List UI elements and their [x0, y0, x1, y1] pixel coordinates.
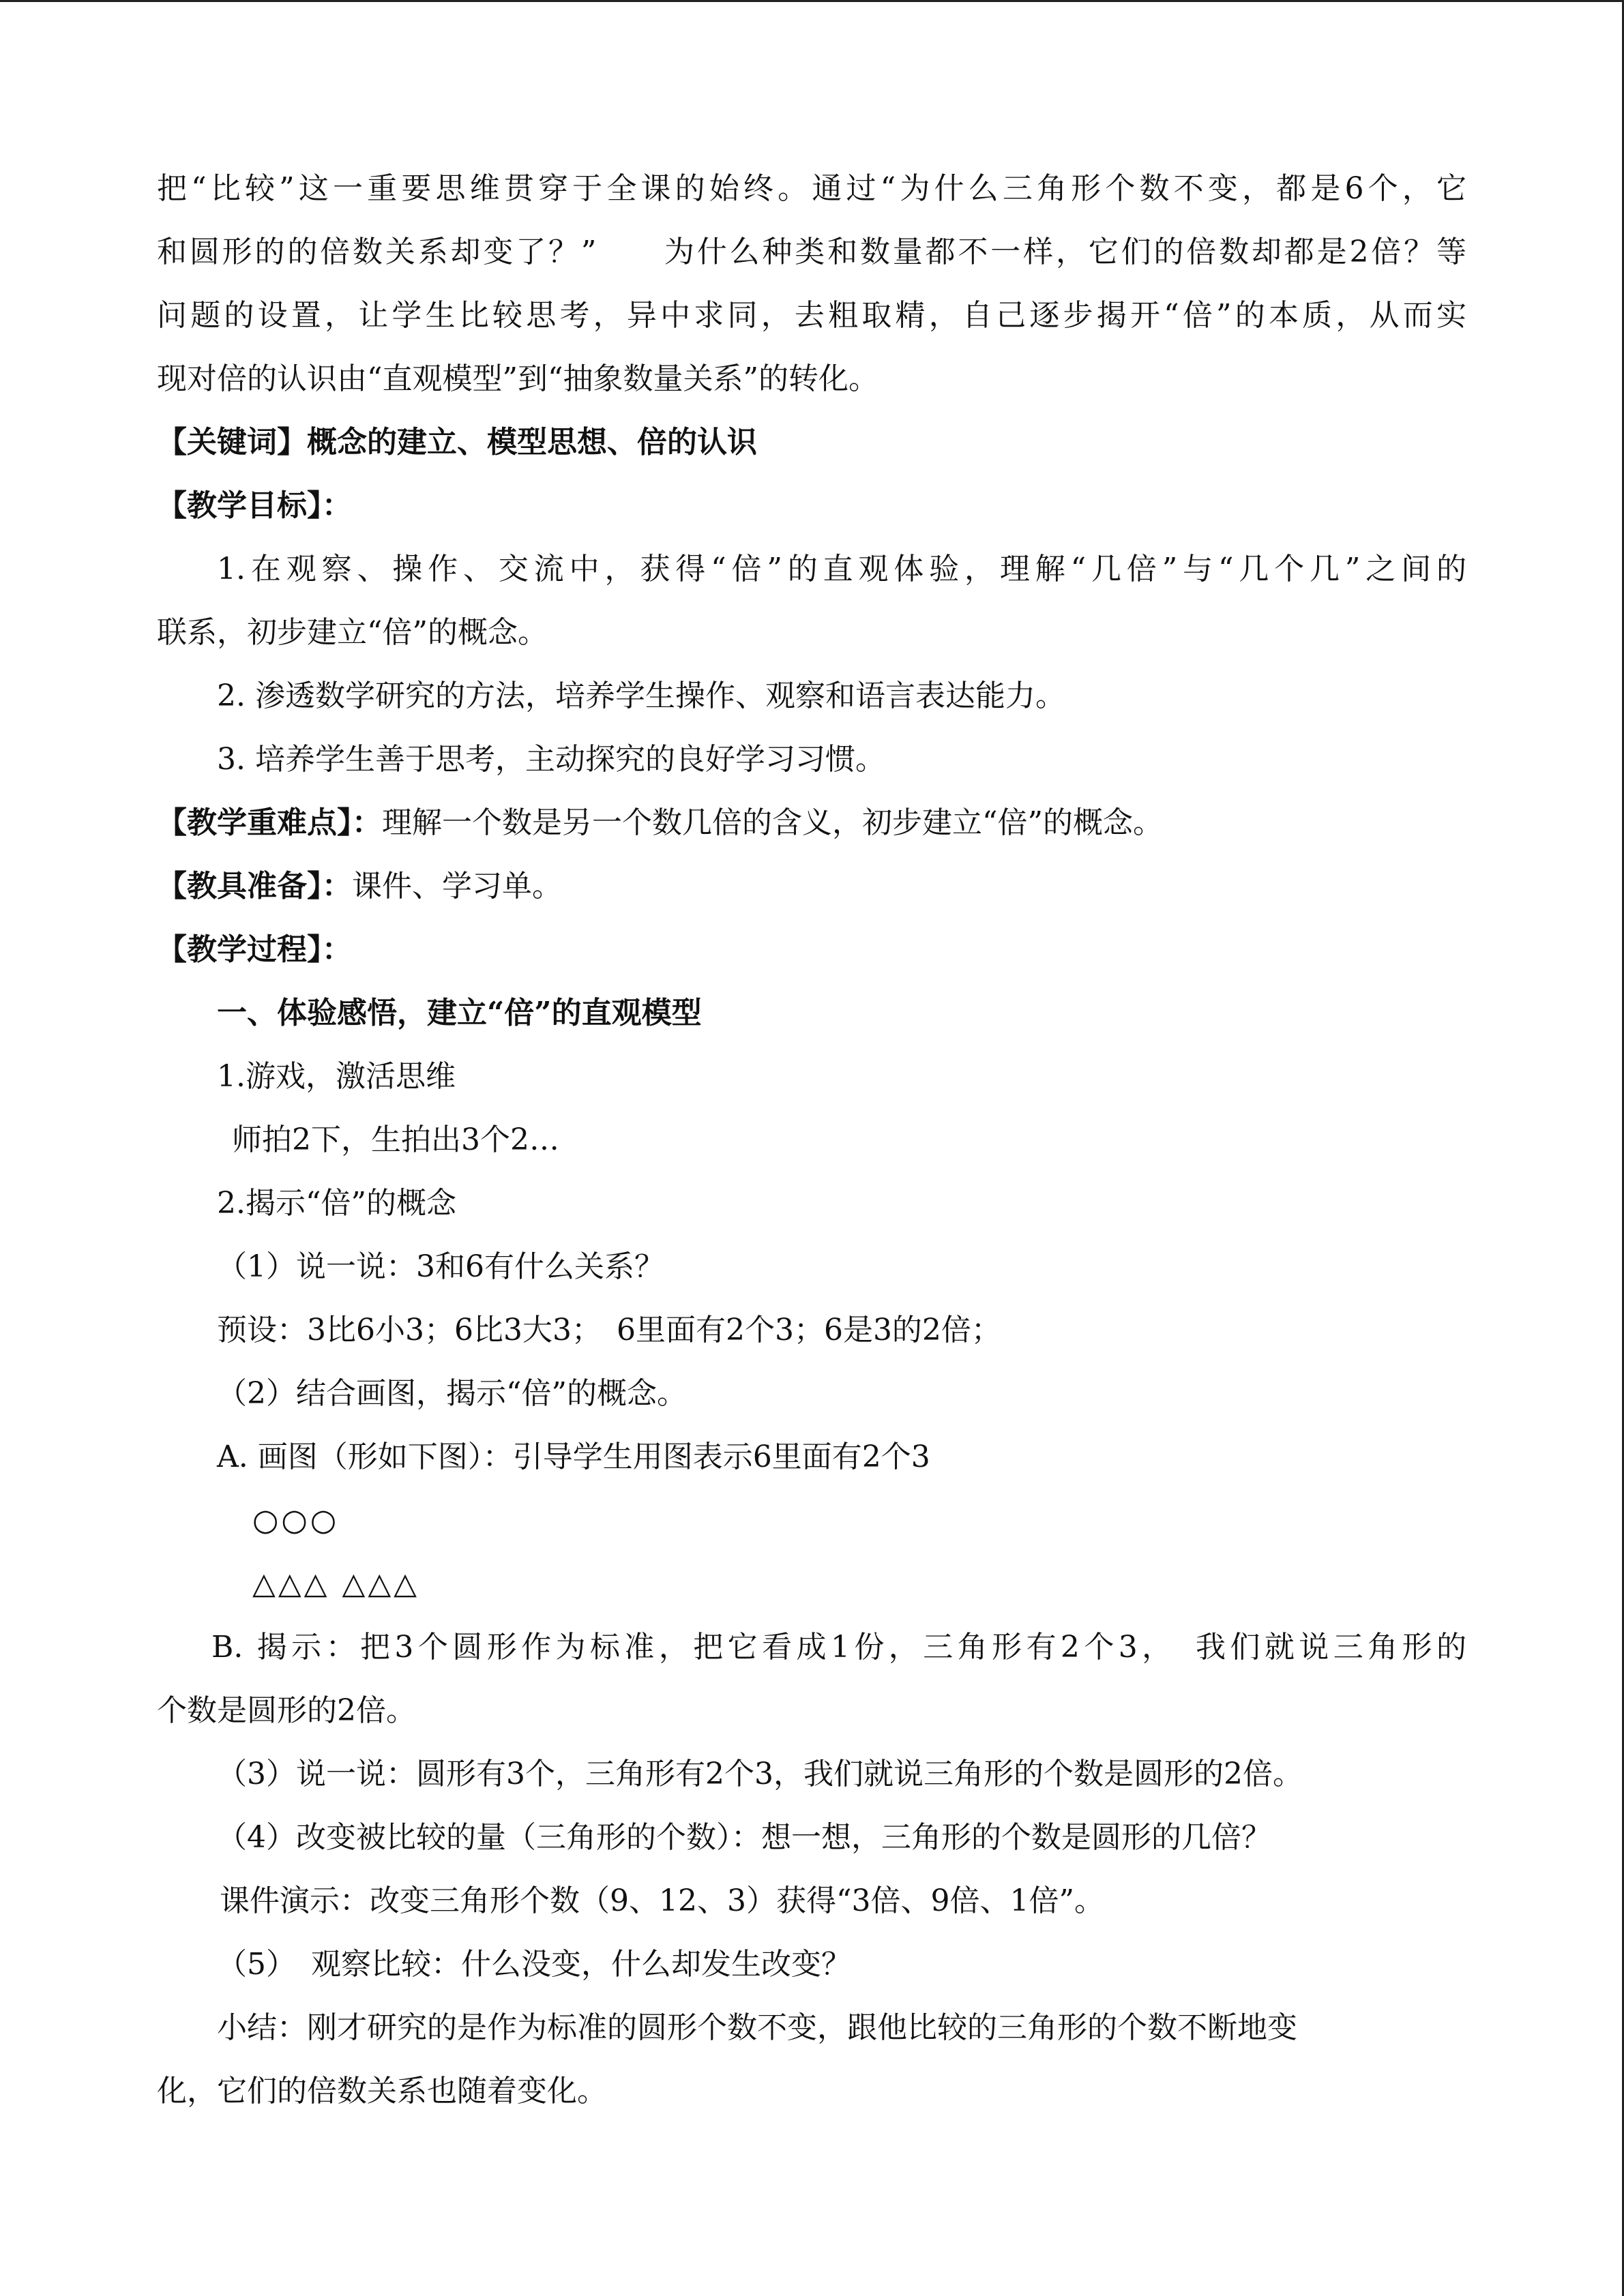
part-b-line-1: B. 揭示：把3个圆形作为标准，把它看成1份，三角形有2个3， 我们就说三角形的 [211, 1630, 1466, 1665]
summary-line-2: 化，它们的倍数关系也随着变化。 [157, 2074, 607, 2108]
part-a-text: A. 画图（形如下图）：引导学生用图表示6里面有2个3 [217, 1440, 930, 1474]
question-1: （1）说一说：3和6有什么关系？ [217, 1249, 664, 1284]
process-heading: 【教学过程】： [157, 932, 352, 967]
objective-3: 3. 培养学生善于思考，主动探究的良好学习习惯。 [217, 742, 885, 777]
materials-heading: 【教具准备】： [157, 869, 352, 904]
intro-line-2: 和圆形的的倍数关系却变了？” 为什么种类和数量都不一样，它们的倍数却都是2倍？等 [157, 235, 1466, 269]
key-points-text: 理解一个数是另一个数几倍的含义，初步建立“倍”的概念。 [382, 805, 1163, 840]
top-border-line [0, 0, 1624, 2]
summary-line-1: 小结：刚才研究的是作为标准的圆形个数不变，跟他比较的三角形的个数不断地变 [217, 2010, 1297, 2045]
step-1-title: 1.游戏，激活思维 [217, 1059, 456, 1094]
objective-1-line-1: 1.在观察、操作、交流中，获得“倍”的直观体验，理解“几倍”与“几个几”之间的 [217, 552, 1466, 586]
preset-answer: 预设：3比6小3；6比3大3； 6里面有2个3；6是3的2倍； [217, 1313, 1001, 1347]
intro-line-4: 现对倍的认识由“直观模型”到“抽象数量关系”的转化。 [157, 361, 879, 396]
question-5: （5） 观察比较：什么没变，什么却发生改变？ [217, 1947, 851, 1982]
objectives-heading: 【教学目标】： [157, 488, 352, 523]
step-2-title: 2.揭示“倍”的概念 [217, 1186, 456, 1221]
materials-text: 课件、学习单。 [352, 869, 562, 904]
key-points-line [157, 791, 1466, 854]
question-3: （3）说一说：圆形有3个，三角形有2个3，我们就说三角形的个数是圆形的2倍。 [217, 1757, 1303, 1791]
keywords-text: 概念的建立、模型思想、倍的认识 [307, 425, 757, 460]
keywords-line [157, 411, 1466, 474]
question-2: （2）结合画图，揭示“倍”的概念。 [217, 1376, 687, 1411]
materials-line [157, 854, 1466, 918]
intro-line-1: 把“比较”这一重要思维贯穿于全课的始终。通过“为什么三角形个数不变，都是6个，它 [157, 171, 1466, 206]
part-b-line-2: 个数是圆形的2倍。 [157, 1693, 416, 1728]
document-page [157, 157, 1466, 2123]
intro-line-3: 问题的设置，让学生比较思考，异中求同，去粗取精，自己逐步揭开“倍”的本质，从而实 [157, 298, 1466, 333]
keywords-heading: 【关键词】 [157, 425, 307, 460]
circles-row: ○○○ [252, 1503, 340, 1538]
question-4: （4）改变被比较的量（三角形的个数）：想一想，三角形的个数是圆形的几倍？ [217, 1820, 1271, 1855]
triangles-row: △△△ △△△ [252, 1566, 420, 1601]
objective-1-line-2: 联系，初步建立“倍”的概念。 [157, 615, 548, 650]
courseware-demo: 课件演示：改变三角形个数（9、12、3）获得“3倍、9倍、1倍”。 [220, 1883, 1104, 1918]
key-points-heading: 【教学重难点】： [157, 805, 382, 840]
section-1-title: 一、体验感悟，建立“倍”的直观模型 [217, 996, 702, 1030]
objective-2: 2. 渗透数学研究的方法，培养学生操作、观察和语言表达能力。 [217, 679, 1065, 713]
step-1-text: 师拍2下，生拍出3个2… [232, 1122, 559, 1157]
